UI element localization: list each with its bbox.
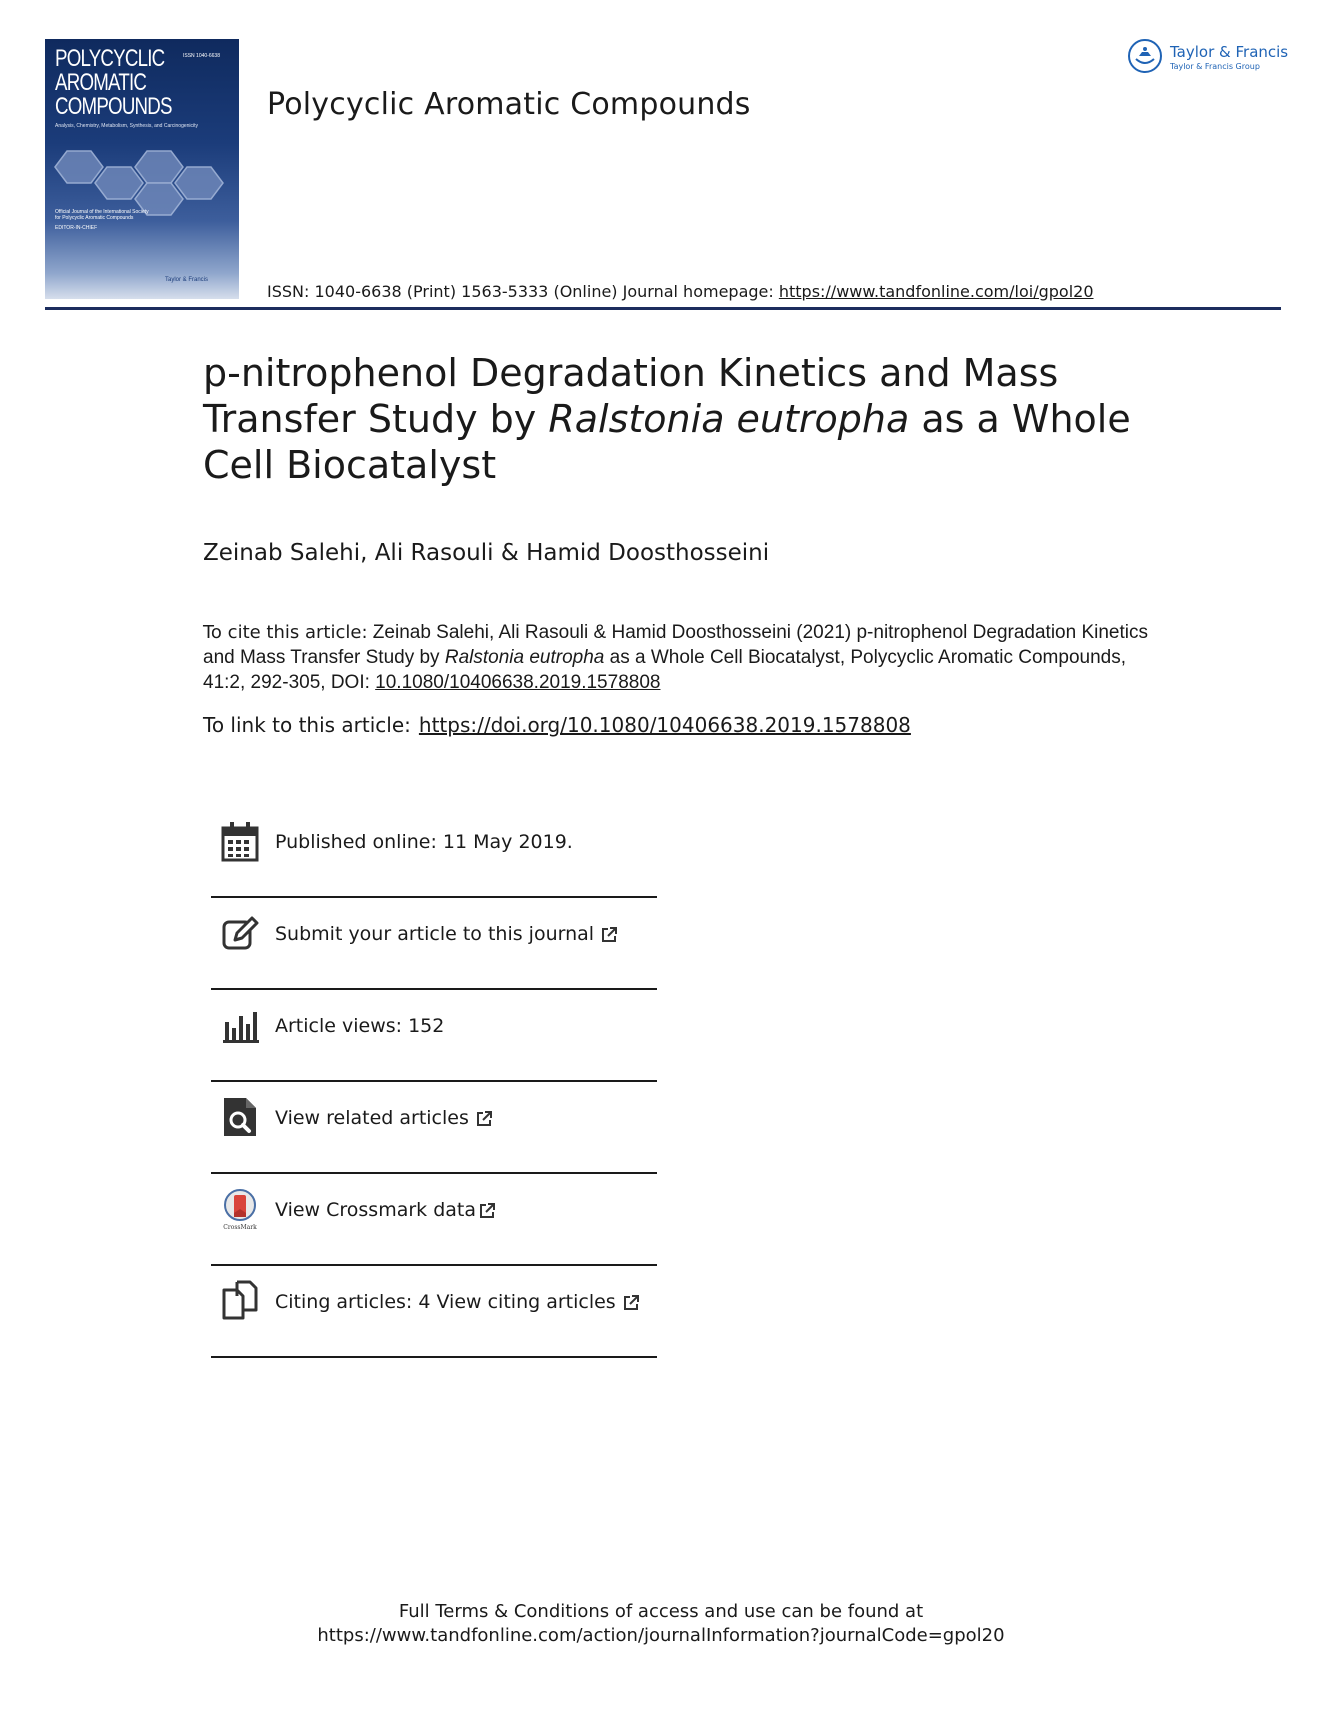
bar-chart-icon bbox=[221, 1004, 259, 1046]
citation-doi-link[interactable]: 10.1080/10406638.2019.1578808 bbox=[375, 672, 661, 693]
submit-article-link[interactable] bbox=[275, 923, 618, 945]
cover-issn: ISSN 1040-6638 bbox=[183, 53, 220, 59]
citation-block bbox=[203, 620, 1163, 695]
cover-title-line: AROMATIC bbox=[55, 69, 147, 96]
article-title-species: Ralstonia eutropha bbox=[548, 397, 910, 441]
journal-cover-image bbox=[45, 39, 239, 299]
article-info-list bbox=[211, 806, 657, 1358]
cover-editor-label: EDITOR-IN-CHIEF bbox=[55, 225, 98, 231]
citation-text: Zeinab Salehi, Ali Rasouli & Hamid Doosthosseini (2021) p-nitrophenol Degradation Kinetics and Mass Transfer Study by bbox=[203, 622, 1148, 668]
cover-subtitle: Analysis, Chemistry, Metabolism, Synthesis, and Carcinogenicity bbox=[55, 123, 199, 129]
document-search-icon bbox=[221, 1096, 259, 1138]
article-title-text: as a Whole Cell Biocatalyst bbox=[203, 397, 1131, 487]
article-title-text: p-nitrophenol Degradation Kinetics and Mass Transfer Study by bbox=[203, 351, 1059, 441]
issn-text: ISSN: 1040-6638 (Print) 1563-5333 (Online) Journal homepage: bbox=[267, 282, 779, 301]
cover-publisher: Taylor & Francis bbox=[165, 277, 209, 283]
publisher-logo[interactable] bbox=[1128, 39, 1288, 79]
terms-footer bbox=[0, 1600, 1322, 1648]
cover-notes bbox=[55, 209, 155, 231]
header-divider bbox=[45, 307, 1281, 310]
article-link-line bbox=[203, 713, 911, 737]
citing-articles-text: Citing articles: 4 View citing articles bbox=[275, 1291, 616, 1313]
article-doi-link[interactable]: https://doi.org/10.1080/10406638.2019.1578808 bbox=[418, 713, 911, 737]
cover-title-line: POLYCYCLIC bbox=[55, 45, 165, 72]
copy-documents-icon bbox=[221, 1280, 259, 1322]
crossmark-logo-text: CrossMark bbox=[223, 1224, 257, 1230]
external-link-icon bbox=[475, 1110, 493, 1128]
article-authors: Zeinab Salehi, Ali Rasouli & Hamid Doosthosseini bbox=[203, 540, 770, 566]
article-views-text: Article views: 152 bbox=[275, 1015, 445, 1037]
journal-title: Polycyclic Aromatic Compounds bbox=[267, 87, 751, 122]
edit-icon bbox=[221, 912, 259, 954]
citation-species: Ralstonia eutropha bbox=[444, 647, 605, 668]
article-link-label: To link to this article: bbox=[203, 713, 411, 737]
external-link-icon bbox=[622, 1294, 640, 1312]
submit-article-text: Submit your article to this journal bbox=[275, 923, 595, 945]
cover-title-line: COMPOUNDS bbox=[55, 93, 172, 120]
related-articles-item[interactable] bbox=[211, 1082, 657, 1174]
issn-line bbox=[267, 282, 1094, 301]
crossmark-icon bbox=[221, 1188, 259, 1230]
terms-footer-url[interactable]: https://www.tandfonline.com/action/journalInformation?journalCode=gpol20 bbox=[317, 1625, 1005, 1646]
publisher-logo-group: Taylor & Francis Group bbox=[1170, 62, 1260, 71]
external-link-icon bbox=[478, 1202, 496, 1220]
calendar-icon bbox=[221, 820, 259, 862]
published-online-text: Published online: 11 May 2019. bbox=[275, 831, 573, 853]
article-title bbox=[203, 350, 1153, 488]
cover-official-journal: Official Journal of the International Society for Polycyclic Aromatic Compounds bbox=[55, 209, 149, 221]
citing-articles-item[interactable] bbox=[211, 1266, 657, 1358]
terms-footer-line: Full Terms & Conditions of access and use can be found at bbox=[398, 1601, 924, 1622]
citing-articles-link[interactable] bbox=[275, 1291, 640, 1313]
crossmark-link[interactable] bbox=[275, 1199, 496, 1221]
publisher-logo-icon bbox=[1128, 39, 1162, 73]
citation-text: as a Whole Cell Biocatalyst, Polycyclic Aromatic Compounds, 41:2, 292-305, DOI: bbox=[203, 647, 1126, 693]
journal-homepage-link[interactable]: https://www.tandfonline.com/loi/gpol20 bbox=[778, 282, 1094, 301]
related-articles-text: View related articles bbox=[275, 1107, 469, 1129]
publisher-logo-name: Taylor & Francis bbox=[1170, 43, 1289, 61]
crossmark-item[interactable] bbox=[211, 1174, 657, 1266]
crossmark-text: View Crossmark data bbox=[275, 1199, 477, 1221]
external-link-icon bbox=[600, 926, 618, 944]
published-online-item bbox=[211, 806, 657, 898]
citation-label: To cite this article: bbox=[203, 622, 368, 643]
related-articles-link[interactable] bbox=[275, 1107, 493, 1129]
submit-article-item[interactable] bbox=[211, 898, 657, 990]
article-views-item bbox=[211, 990, 657, 1082]
cover-title bbox=[55, 45, 172, 120]
